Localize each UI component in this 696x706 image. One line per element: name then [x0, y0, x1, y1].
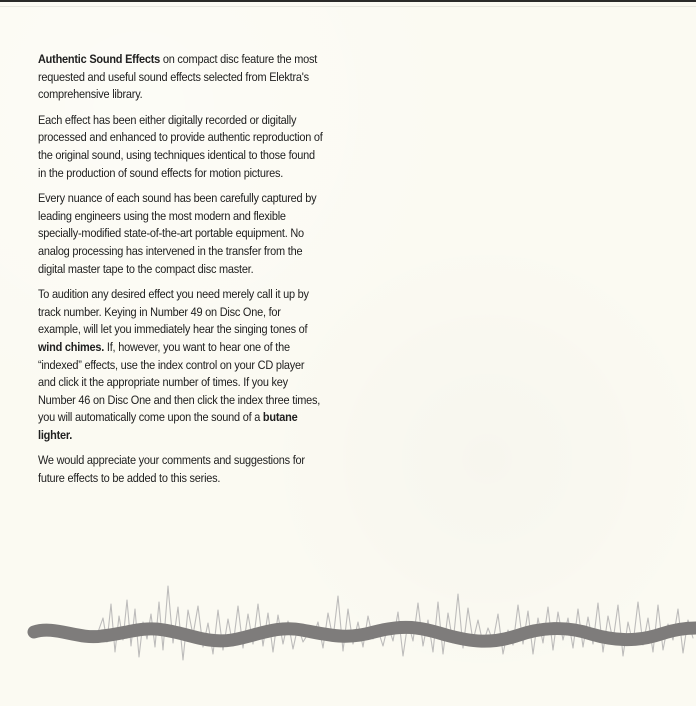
- smooth-wave-band: [34, 627, 696, 641]
- text-span: To audition any desired effect you need merely call it up by track number. Keying in Number 49 on Disc One, for example, will let you immediately hear the singing tones of: [38, 287, 309, 337]
- body-copy: [38, 51, 325, 496]
- paragraph: [38, 190, 325, 278]
- waveform-graphic: [0, 578, 696, 678]
- paragraph: [38, 112, 325, 182]
- paragraph: [38, 286, 325, 444]
- text-span: on compact disc feature the most requested and useful sound effects selected from Elektra's comprehensive library.: [38, 52, 318, 102]
- text-span: Authentic Sound Effects: [38, 52, 161, 66]
- text-span: If, however, you want to hear one of the “indexed” effects, use the index control on your CD player and click it the appropriate number of times. If you key Number 46 on Disc One and then click the index three times, you will automatically come upon the sound of a: [38, 339, 321, 425]
- top-rule: [0, 0, 696, 8]
- text-span: butane lighter.: [38, 410, 298, 442]
- paragraph: [38, 452, 325, 487]
- text-span: Every nuance of each sound has been carefully captured by leading engineers using the most modern and flexible specially-modified state-of-the-art portable equipment. No analog processing has intervened in the transfer from the digital master tape to the compact disc master.: [38, 191, 317, 276]
- paragraph: [38, 51, 325, 104]
- text-span: Each effect has been either digitally recorded or digitally processed and enhanced to provide authentic reproduction of the original sound, using techniques identical to those found in the production of sound effects for motion pictures.: [38, 112, 323, 180]
- text-span: We would appreciate your comments and suggestions for future effects to be added to this series.: [38, 453, 305, 486]
- text-span: wind chimes.: [38, 339, 105, 354]
- decorative-waveform: [0, 578, 696, 678]
